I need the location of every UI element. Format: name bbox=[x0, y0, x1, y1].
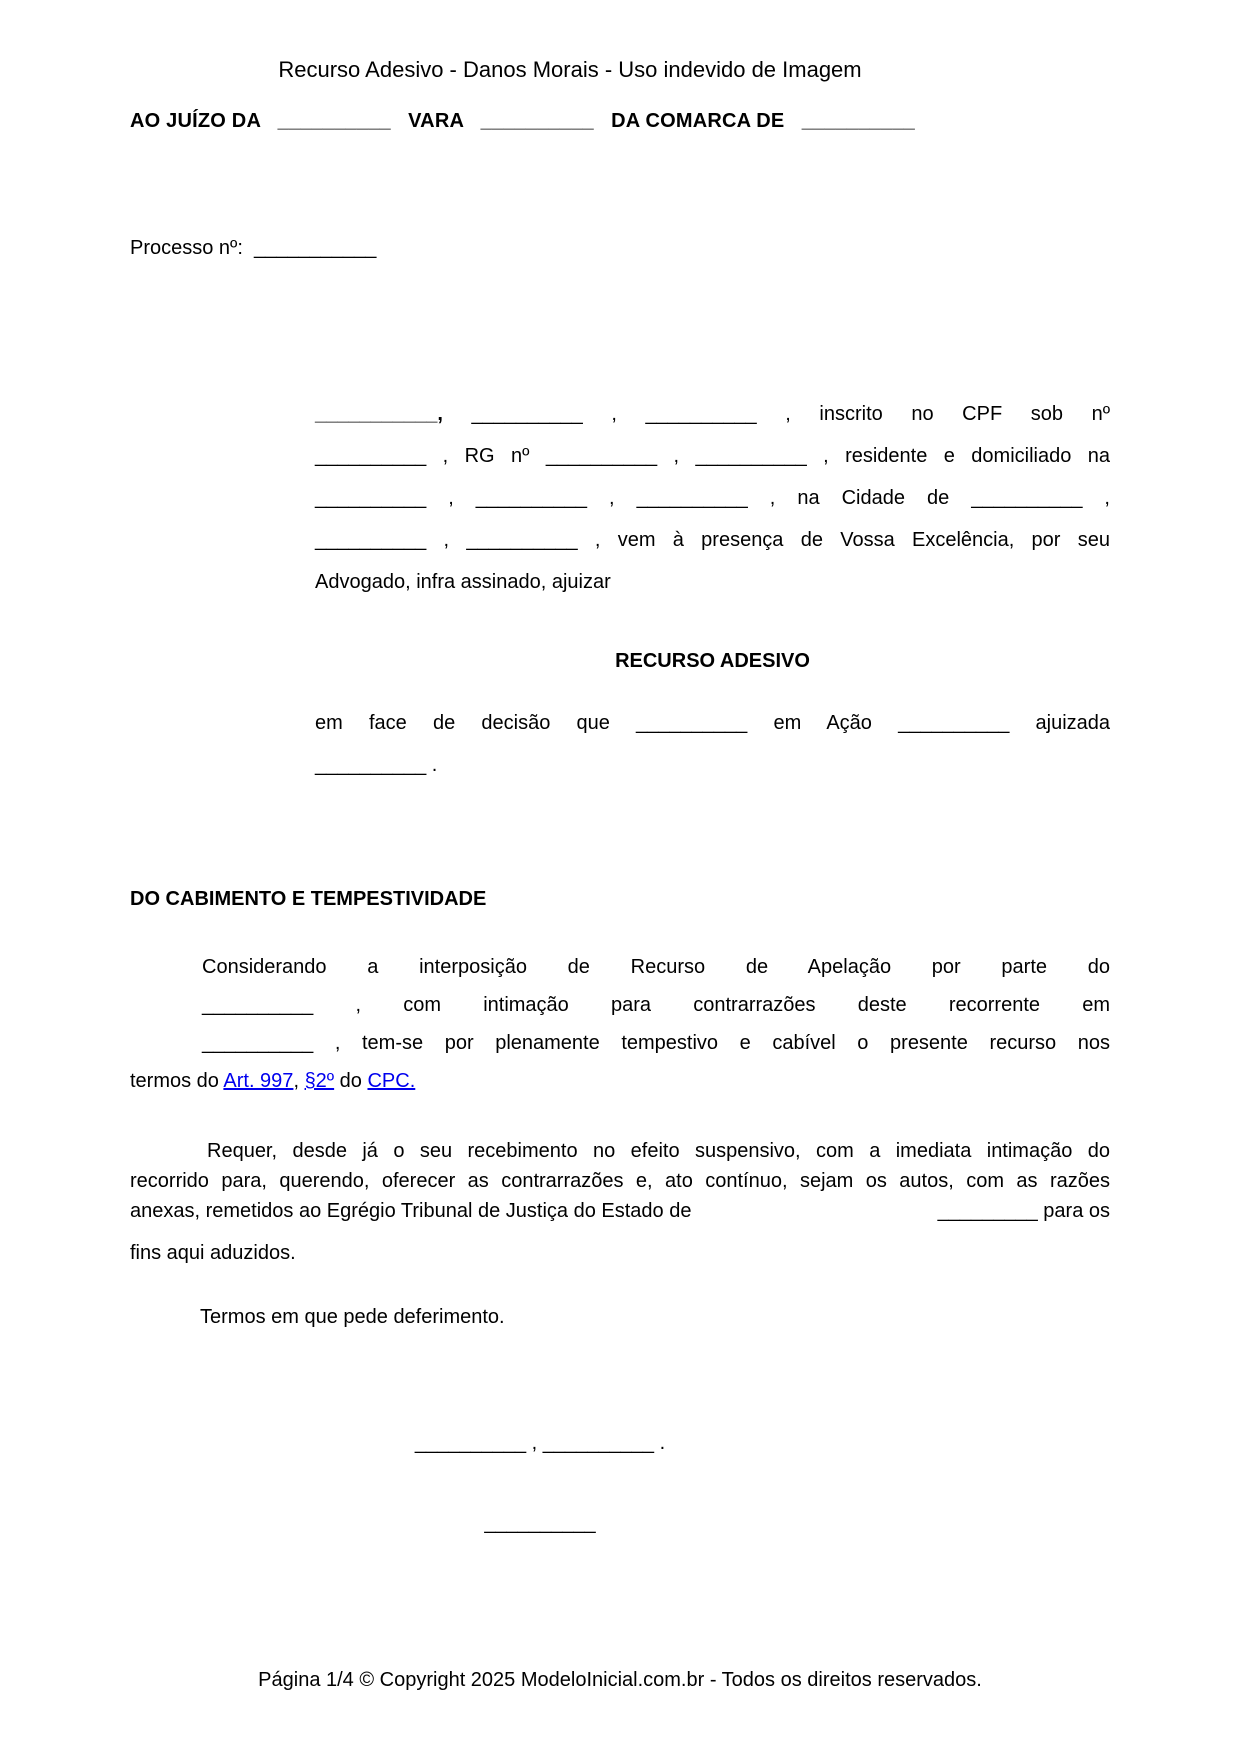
cpc-reference-sep1: , bbox=[293, 1070, 305, 1092]
cpc-reference-sep2: do bbox=[334, 1070, 368, 1092]
ident-line-5: Advogado, infra assinado, ajuizar bbox=[315, 571, 611, 593]
ident-line-1 bbox=[315, 393, 1110, 435]
requer-paragraph bbox=[130, 1136, 1110, 1268]
requer-line-2: recorrido para, querendo, oferecer as contrarrazões e, ato contínuo, sejam os autos, com as razões bbox=[130, 1170, 1110, 1192]
ident-line-2: __________ , RG nº __________ , __________ , residente e domiciliado na bbox=[315, 445, 1110, 467]
page-title: Recurso Adesivo - Danos Morais - Uso indevido de Imagem bbox=[278, 57, 862, 82]
court-header: AO JUÍZO DA __________ VARA __________ DA COMARCA DE __________ bbox=[130, 110, 915, 132]
considerando-line-1: Considerando a interposição de Recurso de Apelação por parte do bbox=[202, 956, 1110, 978]
cpc-link[interactable]: CPC. bbox=[367, 1070, 416, 1092]
considerando-line-2: __________ , com intimação para contrarrazões deste recorrente em bbox=[202, 994, 1110, 1016]
art-997-link[interactable]: Art. 997 bbox=[223, 1070, 294, 1092]
ident-line-1-rest: __________ , __________ , inscrito no CPF sob nº bbox=[442, 403, 1110, 425]
signature-line: __________ bbox=[484, 1512, 596, 1534]
section-heading-recurso-adesivo: RECURSO ADESIVO bbox=[615, 650, 810, 672]
requer-line-4: fins aqui aduzidos. bbox=[130, 1242, 296, 1264]
cpc-reference-prefix: termos do bbox=[130, 1070, 224, 1092]
requer-line-3 bbox=[130, 1196, 1110, 1226]
paragraph-2-link[interactable]: §2º bbox=[304, 1070, 335, 1092]
cpc-reference-line bbox=[130, 1062, 1110, 1100]
page-footer: Página 1/4 © Copyright 2025 ModeloInicial.com.br - Todos os direitos reservados. bbox=[258, 1669, 982, 1691]
identification-paragraph bbox=[315, 393, 1110, 603]
city-date-line: __________ , __________ . bbox=[414, 1432, 666, 1454]
requer-line-1: Requer, desde já o seu recebimento no efeito suspensivo, com a imediata intimação do bbox=[207, 1140, 1110, 1162]
emface-line-1: em face de decisão que __________ em Ação __________ ajuizada bbox=[315, 712, 1110, 734]
ident-line-4: __________ , __________ , vem à presença de Vossa Excelência, por seu bbox=[315, 529, 1110, 551]
requer-line-3-right: _________ para os bbox=[937, 1200, 1110, 1222]
emface-line-2: __________ . bbox=[315, 754, 438, 776]
considerando-paragraph bbox=[130, 948, 1110, 1100]
ident-line-3: __________ , __________ , __________ , na Cidade de __________ , bbox=[315, 487, 1110, 509]
cabimento-heading: DO CABIMENTO E TEMPESTIVIDADE bbox=[130, 888, 487, 910]
requer-line-3-left: anexas, remetidos ao Egrégio Tribunal de Justiça do Estado de bbox=[130, 1200, 692, 1222]
considerando-line-3: __________ , tem-se por plenamente tempestivo e cabível o presente recurso nos bbox=[202, 1032, 1110, 1054]
termos-line: Termos em que pede deferimento. bbox=[200, 1306, 505, 1328]
signature-block bbox=[130, 1430, 950, 1536]
case-number-line: Processo nº: ___________ bbox=[130, 237, 377, 259]
emface-paragraph bbox=[315, 702, 1110, 786]
party-name-blank: ___________, bbox=[315, 403, 443, 425]
